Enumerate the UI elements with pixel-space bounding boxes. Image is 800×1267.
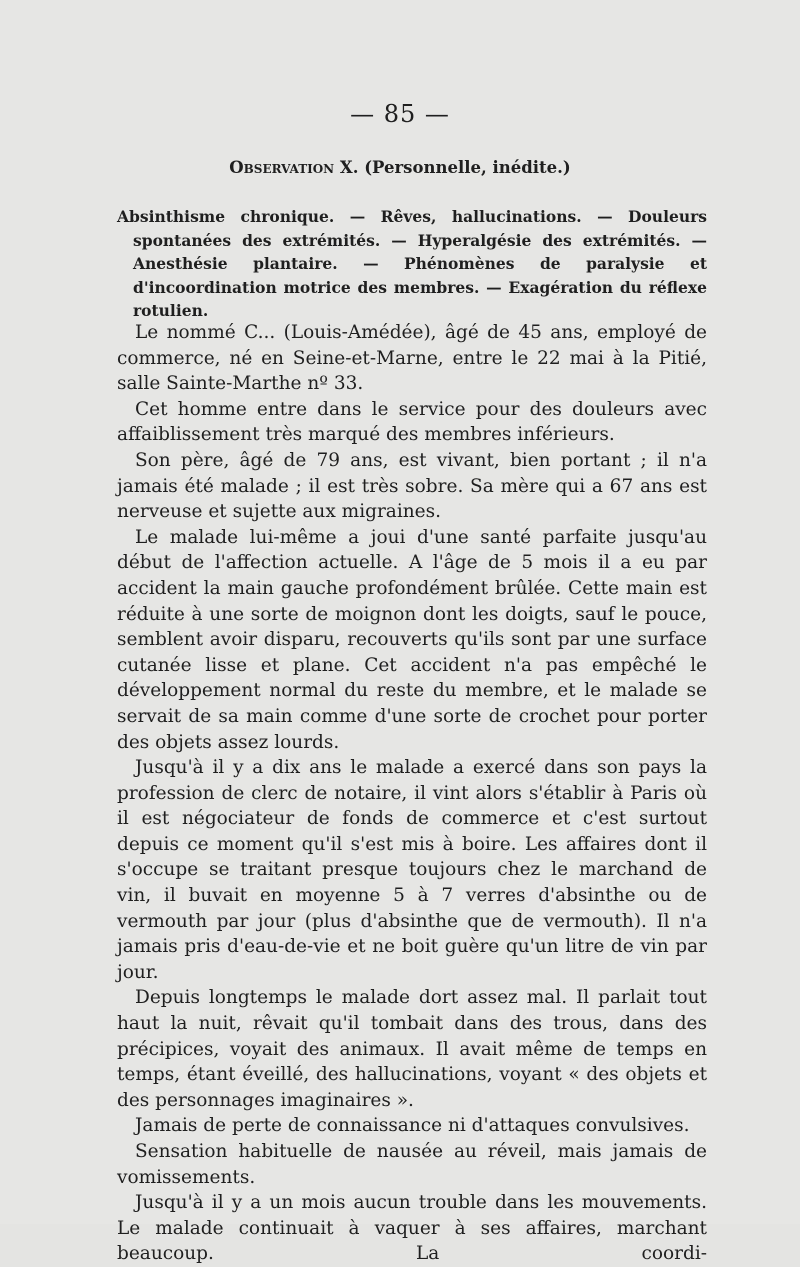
observation-body	[117, 320, 707, 1267]
paragraph: Jamais de perte de connaissance ni d'attaques convulsives.	[135, 1115, 690, 1137]
paragraph: Jusqu'à il y a dix ans le malade a exercé dans son pays la profession de clerc de notaire, il vint alors s'établir à Paris où il est négociateur de fonds de commerce et c'est surtout depuis ce moment qu'il s'est mis à boire. Les affaires dont il s'occupe se traitant presque toujours chez le marchand de vin, il buvait en moyenne 5 à 7 verres d'absinthe ou de vermouth par jour (plus d'absinthe que de vermouth). Il n'a jamais pris d'eau-de-vie et ne boit guère qu'un litre de vin par jour.	[117, 757, 707, 983]
observation-summary	[117, 205, 707, 323]
paragraph: Le nommé C... (Louis-Amédée), âgé de 45 ans, employé de commerce, né en Seine-et-Marne, entre le 22 mai à la Pitié, salle Sainte-Marthe nº 33.	[117, 322, 707, 395]
observation-title	[115, 158, 685, 177]
paragraph: Son père, âgé de 79 ans, est vivant, bien portant ; il n'a jamais été malade ; il est très sobre. Sa mère qui a 67 ans est nerveuse et sujette aux migraines.	[117, 449, 707, 523]
summary-text: Absinthisme chronique. — Rêves, hallucinations. — Douleurs spontanées des extrémités. — Hyperalgésie des extrémités. — Anesthésie plantaire. — Phénomènes de paralysie et d'incoordination motrice des membres. — Exagération du réflexe rotulien.	[117, 207, 707, 320]
paragraph: Jusqu'à il y a un mois aucun trouble dans les mouvements. Le malade continuait à vaquer à ses affaires, marchant beaucoup. La coordi-	[117, 1192, 707, 1265]
observation-subtitle: (Personnelle, inédite.)	[358, 158, 571, 177]
paragraph: Cet homme entre dans le service pour des douleurs avec affaiblissement très marqué des membres inférieurs.	[117, 398, 707, 446]
paragraph: Sensation habituelle de nausée au réveil, mais jamais de vomissements.	[117, 1141, 707, 1188]
observation-label: Observation X.	[229, 158, 359, 177]
page-number: — 85 —	[350, 100, 450, 128]
paragraph: Depuis longtemps le malade dort assez mal. Il parlait tout haut la nuit, rêvait qu'il tombait dans des trous, dans des précipices, voyait des animaux. Il avait même de temps en temps, étant éveillé, des hallucinations, voyant « des objets et des personnages imaginaires ».	[117, 987, 707, 1111]
paragraph: Le malade lui-même a joui d'une santé parfaite jusqu'au début de l'affection actuelle. A l'âge de 5 mois il a eu par accident la main gauche profondément brûlée. Cette main est réduite à une sorte de moignon dont les doigts, sauf le pouce, semblent avoir disparu, recouverts qu'ils sont par une surface cutanée lisse et plane. Cet accident n'a pas empêché le développement normal du reste du membre, et le malade se servait de sa main comme d'une sorte de crochet pour porter des objets assez lourds.	[117, 526, 707, 753]
